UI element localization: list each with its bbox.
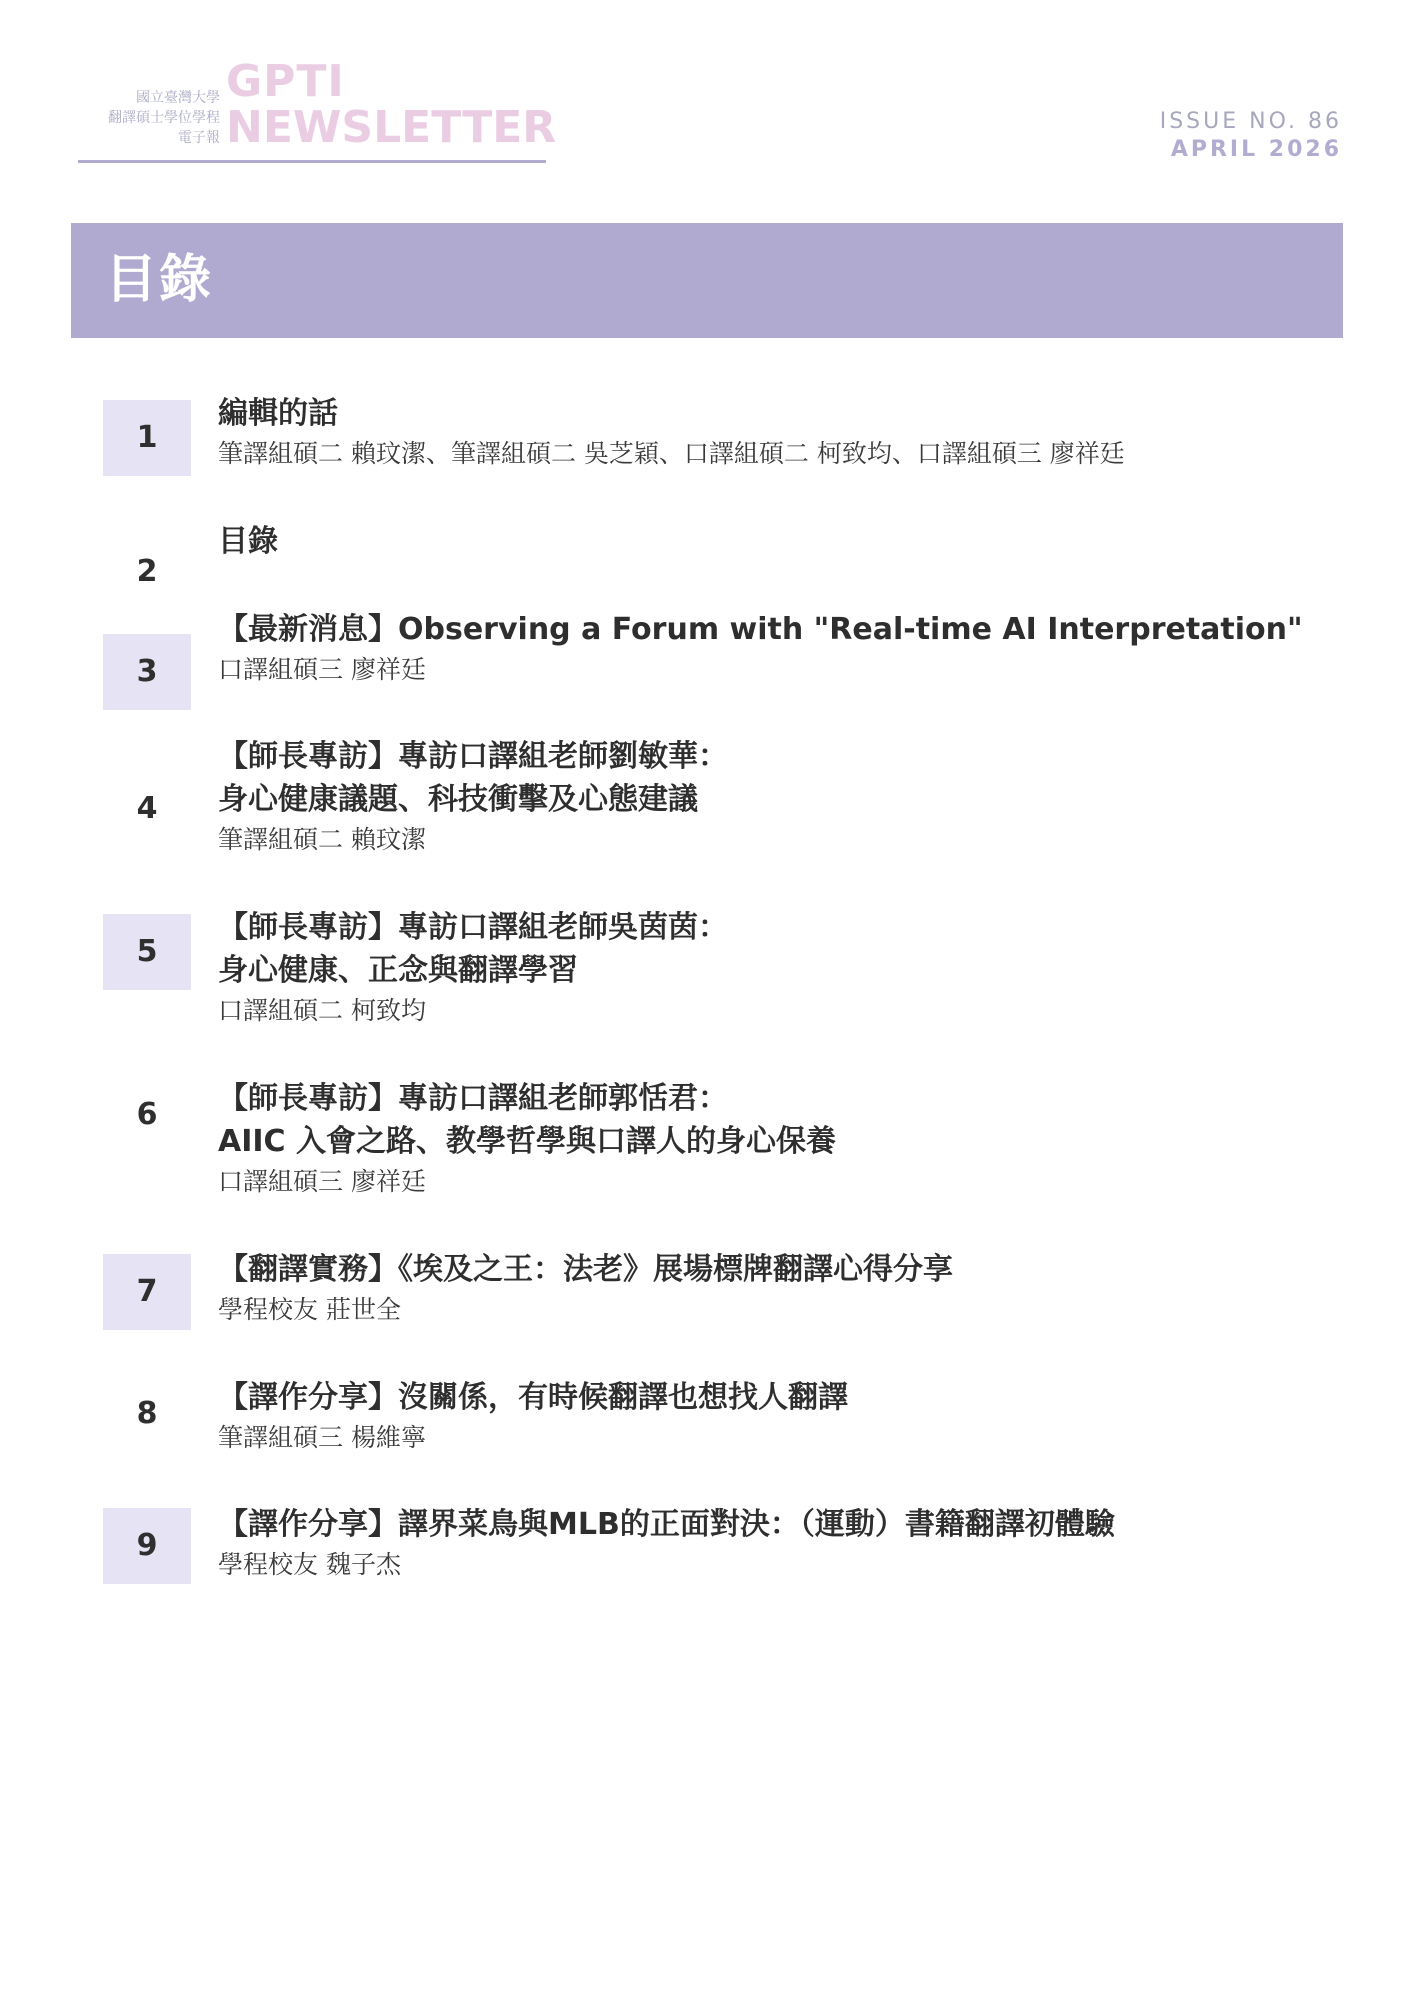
- org-line-3: 電子報: [178, 130, 220, 146]
- toc-author: 學程校友 莊世全: [218, 1295, 401, 1324]
- toc-number: 8: [136, 1396, 158, 1431]
- toc-number: 9: [103, 1508, 191, 1584]
- page-title: 目錄: [105, 250, 214, 310]
- toc-number: 2: [136, 554, 158, 589]
- logo-line-2: NEWSLETTER: [226, 102, 557, 153]
- toc-number: 4: [136, 791, 158, 826]
- masthead: [78, 56, 557, 166]
- org-name: [78, 88, 220, 148]
- toc-number: 7: [103, 1254, 191, 1330]
- toc-author: 口譯組碩二 柯致均: [218, 996, 426, 1025]
- toc-title-line-2[interactable]: 身心健康、正念與翻譯學習: [218, 953, 578, 988]
- org-line-2: 翻譯碩士學位學程: [108, 110, 220, 126]
- toc-title[interactable]: 目錄: [218, 524, 278, 559]
- toc-title[interactable]: 【譯作分享】譯界菜鳥與MLB的正面對決：（運動）書籍翻譯初體驗: [218, 1507, 1115, 1542]
- toc-title-line-2[interactable]: AIIC 入會之路、教學哲學與口譯人的身心保養: [218, 1124, 837, 1159]
- toc-number: 1: [103, 400, 191, 476]
- org-line-1: 國立臺灣大學: [136, 90, 220, 106]
- toc-number: 3: [103, 634, 191, 710]
- toc-title-line-1[interactable]: 【師長專訪】專訪口譯組老師劉敏華：: [218, 739, 728, 774]
- toc-author: 筆譯組碩二 賴玟潔: [218, 825, 426, 854]
- toc-title[interactable]: 【翻譯實務】《埃及之王：法老》展場標牌翻譯心得分享: [218, 1252, 953, 1287]
- issue-number: ISSUE NO. 86: [1159, 109, 1342, 134]
- title-band: [71, 223, 1343, 338]
- toc-title-line-1[interactable]: 【師長專訪】專訪口譯組老師吳茵茵：: [218, 910, 728, 945]
- toc-author: 筆譯組碩二 賴玟潔、筆譯組碩二 吳芝穎、口譯組碩二 柯致均、口譯組碩三 廖祥廷: [218, 439, 1125, 468]
- toc-author: 口譯組碩三 廖祥廷: [218, 1167, 426, 1196]
- toc-author: 筆譯組碩三 楊維寧: [218, 1423, 426, 1452]
- logo-line-1: GPTI: [226, 56, 345, 107]
- issue-date: APRIL 2026: [1170, 137, 1342, 162]
- issue-info: [1160, 108, 1342, 164]
- toc-title[interactable]: 【譯作分享】沒關係，有時候翻譯也想找人翻譯: [218, 1380, 848, 1415]
- toc-title-line-2[interactable]: 身心健康議題、科技衝擊及心態建議: [218, 782, 698, 817]
- toc-title[interactable]: 【最新消息】Observing a Forum with "Real-time AI Interpretation": [218, 612, 1303, 647]
- masthead-rule: [78, 160, 546, 163]
- toc-title[interactable]: 編輯的話: [218, 396, 338, 431]
- newsletter-logo: [226, 56, 557, 153]
- toc-title-line-1[interactable]: 【師長專訪】專訪口譯組老師郭恬君：: [218, 1081, 728, 1116]
- toc-number: 6: [136, 1097, 158, 1132]
- toc-number: 5: [103, 914, 191, 990]
- toc-author: 學程校友 魏子杰: [218, 1550, 401, 1579]
- toc-author: 口譯組碩三 廖祥廷: [218, 655, 426, 684]
